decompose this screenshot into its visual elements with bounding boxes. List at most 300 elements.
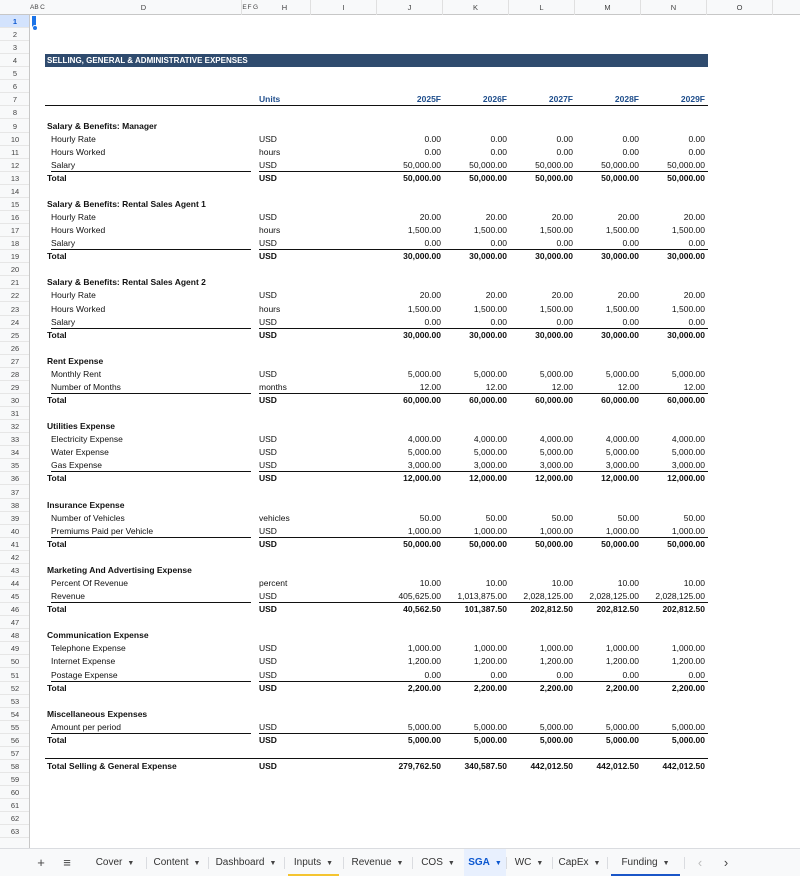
line-item-value: 10.00 bbox=[551, 578, 573, 588]
line-item-label: Revenue bbox=[51, 591, 86, 602]
line-item-label: Hours Worked bbox=[51, 146, 106, 157]
line-item-value: 20.00 bbox=[617, 212, 639, 223]
section-total-unit: USD bbox=[259, 172, 277, 183]
row-header-41[interactable]: 41 bbox=[0, 538, 30, 551]
sheet-tab-cos[interactable] bbox=[412, 849, 464, 876]
line-item-label: Salary bbox=[51, 238, 76, 249]
line-item-value: 12.00 bbox=[551, 381, 573, 392]
sheet-tab-label: Inputs bbox=[293, 857, 322, 868]
line-item-value: 0.00 bbox=[622, 133, 639, 144]
line-item-value: 1,500.00 bbox=[539, 303, 573, 314]
row-header-30[interactable]: 30 bbox=[0, 394, 30, 407]
line-item-value: 1,500.00 bbox=[473, 303, 507, 314]
row-header-7[interactable]: 7 bbox=[0, 93, 30, 106]
all-sheets-icon[interactable]: ≡ bbox=[63, 855, 71, 870]
row-header-50[interactable]: 50 bbox=[0, 655, 30, 668]
section-total-value: 50,000.00 bbox=[403, 538, 441, 549]
row-header-61[interactable]: 61 bbox=[0, 799, 30, 812]
line-item-value: 1,000.00 bbox=[473, 525, 507, 536]
line-item-value: 1,200.00 bbox=[671, 656, 705, 667]
section-total-value: 12,000.00 bbox=[667, 473, 705, 484]
sheet-tab-funding[interactable] bbox=[607, 849, 684, 876]
line-item-value: 50,000.00 bbox=[469, 159, 507, 170]
line-item-unit: USD bbox=[259, 669, 277, 680]
scroll-left-icon[interactable]: ‹ bbox=[697, 855, 703, 870]
sheet-tab-label: WC bbox=[514, 857, 532, 868]
row-header-33[interactable]: 33 bbox=[0, 433, 30, 446]
row-header-47[interactable]: 47 bbox=[0, 616, 30, 629]
row-header-17[interactable]: 17 bbox=[0, 224, 30, 237]
section-total-value: 2,200.00 bbox=[407, 682, 441, 693]
fill-handle[interactable] bbox=[32, 25, 38, 31]
row-header-49[interactable]: 49 bbox=[0, 642, 30, 655]
line-item-value: 0.00 bbox=[424, 316, 441, 327]
section-total-unit: USD bbox=[259, 473, 277, 484]
row-header-8[interactable]: 8 bbox=[0, 106, 30, 119]
line-item-value: 20.00 bbox=[485, 290, 507, 301]
section-total-value: 12,000.00 bbox=[403, 473, 441, 484]
column-header-h[interactable]: H bbox=[259, 0, 311, 15]
column-header-e[interactable]: E bbox=[242, 4, 247, 11]
section-total-value: 60,000.00 bbox=[403, 395, 441, 406]
line-item-value: 0.00 bbox=[688, 146, 705, 157]
line-item-value: 1,000.00 bbox=[605, 525, 639, 536]
row-header-42[interactable]: 42 bbox=[0, 551, 30, 564]
tab-separator bbox=[684, 857, 685, 869]
grand-total-rule bbox=[45, 758, 708, 759]
line-item-value: 0.00 bbox=[556, 133, 573, 144]
chevron-down-icon[interactable]: ▼ bbox=[494, 860, 502, 867]
section-header: Salary & Benefits: Manager bbox=[47, 120, 158, 131]
line-item-value: 20.00 bbox=[419, 290, 441, 301]
column-header-m[interactable]: M bbox=[575, 0, 641, 15]
sheet-tab-capex[interactable] bbox=[552, 849, 607, 876]
units-header: Units bbox=[259, 94, 281, 105]
line-item-value: 12.00 bbox=[683, 381, 705, 392]
chevron-down-icon[interactable]: ▼ bbox=[593, 860, 601, 867]
row-header-14[interactable]: 14 bbox=[0, 185, 30, 198]
line-item-unit: USD bbox=[259, 656, 277, 667]
add-sheet-icon[interactable]: + bbox=[37, 855, 45, 870]
section-total-label: Total bbox=[47, 251, 67, 262]
line-item-value: 1,500.00 bbox=[407, 303, 441, 314]
row-header-23[interactable]: 23 bbox=[0, 303, 30, 316]
section-total-value: 50,000.00 bbox=[667, 538, 705, 549]
row-header-45[interactable]: 45 bbox=[0, 590, 30, 603]
line-item-label: Hours Worked bbox=[51, 303, 106, 314]
row-header-37[interactable]: 37 bbox=[0, 486, 30, 499]
row-header-16[interactable]: 16 bbox=[0, 211, 30, 224]
row-header-27[interactable]: 27 bbox=[0, 355, 30, 368]
section-total-value: 30,000.00 bbox=[601, 329, 639, 340]
section-total-unit: USD bbox=[259, 538, 277, 549]
line-item-value: 1,000.00 bbox=[407, 525, 441, 536]
chevron-down-icon[interactable]: ▼ bbox=[127, 860, 135, 867]
section-total-label: Total bbox=[47, 604, 67, 615]
sheet-tab-bar bbox=[0, 848, 800, 876]
line-item-value: 12.00 bbox=[419, 381, 441, 392]
section-total-unit: USD bbox=[259, 734, 277, 745]
line-item-value: 2,028,125.00 bbox=[589, 591, 639, 602]
column-header-n[interactable]: N bbox=[641, 0, 707, 15]
line-item-unit: months bbox=[259, 381, 287, 392]
year-header-2025f: 2025F bbox=[416, 94, 441, 105]
section-total-value: 202,812.50 bbox=[530, 604, 573, 615]
line-item-value: 1,000.00 bbox=[539, 643, 573, 654]
line-item-value: 0.00 bbox=[556, 238, 573, 249]
row-header-29[interactable]: 29 bbox=[0, 381, 30, 394]
line-item-label: Premiums Paid per Vehicle bbox=[51, 525, 154, 536]
row-header-21[interactable]: 21 bbox=[0, 276, 30, 289]
section-total-value: 2,200.00 bbox=[473, 682, 507, 693]
line-item-value: 1,000.00 bbox=[671, 525, 705, 536]
line-item-value: 12.00 bbox=[617, 381, 639, 392]
line-item-label: Number of Months bbox=[51, 381, 121, 392]
row-header-9[interactable]: 9 bbox=[0, 120, 30, 133]
line-item-value: 5,000.00 bbox=[671, 368, 705, 379]
section-total-value: 101,387.50 bbox=[464, 604, 507, 615]
line-item-value: 0.00 bbox=[424, 238, 441, 249]
row-header-53[interactable]: 53 bbox=[0, 695, 30, 708]
row-header-55[interactable]: 55 bbox=[0, 721, 30, 734]
line-item-value: 10.00 bbox=[485, 578, 507, 588]
row-header-58[interactable]: 58 bbox=[0, 760, 30, 773]
line-item-label: Water Expense bbox=[51, 447, 109, 458]
section-total-value: 50,000.00 bbox=[535, 538, 573, 549]
line-item-value: 0.00 bbox=[424, 669, 441, 680]
line-item-value: 4,000.00 bbox=[605, 434, 639, 445]
line-item-value: 5,000.00 bbox=[473, 447, 507, 458]
row-header-32[interactable]: 32 bbox=[0, 420, 30, 433]
line-item-unit: USD bbox=[259, 159, 277, 170]
grand-total-value: 442,012.50 bbox=[662, 760, 705, 771]
line-item-unit: vehicles bbox=[259, 512, 290, 523]
header-underline bbox=[45, 105, 708, 106]
line-item-value: 5,000.00 bbox=[671, 721, 705, 732]
row-header-57[interactable]: 57 bbox=[0, 747, 30, 760]
line-item-value: 20.00 bbox=[551, 212, 573, 223]
line-item-unit: USD bbox=[259, 721, 277, 732]
line-item-value: 1,500.00 bbox=[671, 225, 705, 236]
line-item-value: 5,000.00 bbox=[407, 447, 441, 458]
line-item-value: 0.00 bbox=[622, 316, 639, 327]
line-item-value: 1,000.00 bbox=[539, 525, 573, 536]
section-header: Salary & Benefits: Rental Sales Agent 2 bbox=[47, 277, 206, 288]
line-item-value: 0.00 bbox=[490, 238, 507, 249]
line-item-value: 2,028,125.00 bbox=[655, 591, 705, 602]
row-header-63[interactable]: 63 bbox=[0, 825, 30, 838]
line-item-value: 50,000.00 bbox=[535, 159, 573, 170]
section-total-value: 30,000.00 bbox=[667, 251, 705, 262]
sheet-tab-content[interactable] bbox=[146, 849, 208, 876]
line-item-value: 0.00 bbox=[490, 669, 507, 680]
row-header-48[interactable]: 48 bbox=[0, 629, 30, 642]
section-total-value: 2,200.00 bbox=[605, 682, 639, 693]
column-header-i[interactable]: I bbox=[311, 0, 377, 15]
sheet-tab-revenue[interactable] bbox=[343, 849, 412, 876]
row-header-51[interactable]: 51 bbox=[0, 669, 30, 682]
line-item-value: 405,625.00 bbox=[398, 591, 441, 602]
line-item-unit: USD bbox=[259, 591, 277, 602]
line-item-label: Gas Expense bbox=[51, 460, 103, 471]
column-header-k[interactable]: K bbox=[443, 0, 509, 15]
row-header-46[interactable]: 46 bbox=[0, 603, 30, 616]
section-total-value: 50,000.00 bbox=[469, 172, 507, 183]
sheet-tab-sga[interactable] bbox=[464, 849, 506, 876]
line-item-value: 3,000.00 bbox=[671, 460, 705, 471]
line-item-value: 12.00 bbox=[485, 381, 507, 392]
section-total-unit: USD bbox=[259, 395, 277, 406]
sheet-tab-inputs[interactable] bbox=[284, 849, 343, 876]
column-header-o[interactable]: O bbox=[707, 0, 773, 15]
chevron-down-icon[interactable]: ▼ bbox=[662, 860, 670, 867]
line-item-unit: USD bbox=[259, 133, 277, 144]
column-header-bar bbox=[0, 0, 800, 15]
line-item-value: 3,000.00 bbox=[473, 460, 507, 471]
sheet-tab-label: COS bbox=[421, 857, 443, 868]
column-header-j[interactable]: J bbox=[377, 0, 443, 15]
row-header-18[interactable]: 18 bbox=[0, 237, 30, 250]
row-header-39[interactable]: 39 bbox=[0, 512, 30, 525]
section-total-value: 30,000.00 bbox=[469, 329, 507, 340]
line-item-value: 0.00 bbox=[424, 133, 441, 144]
section-total-unit: USD bbox=[259, 251, 277, 262]
row-header-20[interactable]: 20 bbox=[0, 263, 30, 276]
section-total-value: 50,000.00 bbox=[601, 538, 639, 549]
line-item-value: 5,000.00 bbox=[671, 447, 705, 458]
row-header-52[interactable]: 52 bbox=[0, 682, 30, 695]
section-total-value: 12,000.00 bbox=[535, 473, 573, 484]
line-item-value: 20.00 bbox=[683, 212, 705, 223]
line-item-label: Salary bbox=[51, 159, 76, 170]
column-header-b[interactable]: B bbox=[34, 4, 39, 11]
section-total-value: 30,000.00 bbox=[535, 329, 573, 340]
section-header: Utilities Expense bbox=[47, 421, 116, 432]
line-item-unit: USD bbox=[259, 368, 277, 379]
year-header-2027f: 2027F bbox=[548, 94, 573, 105]
chevron-down-icon[interactable]: ▼ bbox=[326, 860, 334, 867]
section-total-label: Total bbox=[47, 682, 67, 693]
section-total-value: 30,000.00 bbox=[403, 329, 441, 340]
column-header-d[interactable]: D bbox=[46, 0, 242, 15]
row-header-44[interactable]: 44 bbox=[0, 577, 30, 590]
line-item-value: 0.00 bbox=[490, 146, 507, 157]
line-item-value: 4,000.00 bbox=[671, 434, 705, 445]
section-total-value: 40,562.50 bbox=[403, 604, 441, 615]
sheet-tab-cover[interactable] bbox=[84, 849, 146, 876]
line-item-value: 10.00 bbox=[683, 578, 705, 588]
column-header-g[interactable]: G bbox=[252, 4, 259, 11]
column-header-l[interactable]: L bbox=[509, 0, 575, 15]
chevron-down-icon[interactable]: ▼ bbox=[536, 860, 544, 867]
line-item-value: 1,000.00 bbox=[407, 643, 441, 654]
chevron-down-icon[interactable]: ▼ bbox=[269, 860, 277, 867]
grand-total-value: 442,012.50 bbox=[596, 760, 639, 771]
line-item-value: 0.00 bbox=[556, 316, 573, 327]
section-total-label: Total bbox=[47, 734, 67, 745]
row-header-43[interactable]: 43 bbox=[0, 564, 30, 577]
year-header-2026f: 2026F bbox=[482, 94, 507, 105]
section-header: Rent Expense bbox=[47, 355, 104, 366]
sheet-tab-dashboard[interactable] bbox=[208, 849, 284, 876]
line-item-label: Amount per period bbox=[51, 721, 121, 732]
row-header-4[interactable]: 4 bbox=[0, 54, 30, 67]
row-header-25[interactable]: 25 bbox=[0, 329, 30, 342]
column-header-a[interactable]: A bbox=[30, 4, 35, 11]
line-item-value: 5,000.00 bbox=[605, 368, 639, 379]
line-item-value: 1,500.00 bbox=[671, 303, 705, 314]
row-header-26[interactable]: 26 bbox=[0, 342, 30, 355]
row-header-59[interactable]: 59 bbox=[0, 773, 30, 786]
grand-total-value: 279,762.50 bbox=[398, 760, 441, 771]
section-total-label: Total bbox=[47, 172, 67, 183]
line-item-value: 1,000.00 bbox=[473, 643, 507, 654]
section-total-value: 50,000.00 bbox=[535, 172, 573, 183]
grand-total-unit: USD bbox=[259, 760, 277, 771]
line-item-unit: USD bbox=[259, 460, 277, 471]
section-total-value: 5,000.00 bbox=[671, 734, 705, 745]
section-total-unit: USD bbox=[259, 604, 277, 615]
section-total-value: 2,200.00 bbox=[671, 682, 705, 693]
row-header-12[interactable]: 12 bbox=[0, 159, 30, 172]
section-total-value: 12,000.00 bbox=[601, 473, 639, 484]
row-header-11[interactable]: 11 bbox=[0, 146, 30, 159]
row-header-1[interactable]: 1 bbox=[0, 15, 30, 28]
section-total-label: Total bbox=[47, 538, 67, 549]
row-header-22[interactable]: 22 bbox=[0, 289, 30, 302]
row-header-36[interactable]: 36 bbox=[0, 472, 30, 485]
line-item-value: 0.00 bbox=[490, 316, 507, 327]
row-header-bar bbox=[0, 15, 30, 848]
line-item-value: 1,200.00 bbox=[473, 656, 507, 667]
column-header-c[interactable]: C bbox=[40, 4, 45, 11]
section-total-value: 50,000.00 bbox=[469, 538, 507, 549]
row-header-24[interactable]: 24 bbox=[0, 316, 30, 329]
chevron-down-icon[interactable]: ▼ bbox=[447, 860, 455, 867]
section-total-value: 30,000.00 bbox=[535, 251, 573, 262]
line-item-unit: USD bbox=[259, 447, 277, 458]
line-item-value: 50.00 bbox=[551, 512, 573, 523]
scroll-right-icon[interactable]: › bbox=[723, 855, 729, 870]
row-header-38[interactable]: 38 bbox=[0, 499, 30, 512]
section-total-value: 5,000.00 bbox=[407, 734, 441, 745]
row-header-10[interactable]: 10 bbox=[0, 133, 30, 146]
line-item-value: 1,500.00 bbox=[605, 303, 639, 314]
section-total-value: 30,000.00 bbox=[667, 329, 705, 340]
line-item-value: 50,000.00 bbox=[667, 159, 705, 170]
line-item-value: 1,200.00 bbox=[407, 656, 441, 667]
sheet-tab-wc[interactable] bbox=[506, 849, 552, 876]
chevron-down-icon[interactable]: ▼ bbox=[193, 860, 201, 867]
row-header-62[interactable]: 62 bbox=[0, 812, 30, 825]
line-item-value: 0.00 bbox=[556, 669, 573, 680]
row-header-54[interactable]: 54 bbox=[0, 708, 30, 721]
line-item-unit: percent bbox=[259, 578, 288, 588]
row-header-5[interactable]: 5 bbox=[0, 67, 30, 80]
sheet-tab-label: SGA bbox=[468, 857, 490, 868]
line-item-value: 0.00 bbox=[556, 146, 573, 157]
line-item-value: 50.00 bbox=[617, 512, 639, 523]
line-item-value: 10.00 bbox=[419, 578, 441, 588]
row-header-13[interactable]: 13 bbox=[0, 172, 30, 185]
row-header-28[interactable]: 28 bbox=[0, 368, 30, 381]
line-item-value: 0.00 bbox=[622, 669, 639, 680]
line-item-unit: USD bbox=[259, 316, 277, 327]
row-header-3[interactable]: 3 bbox=[0, 41, 30, 54]
row-header-2[interactable]: 2 bbox=[0, 28, 30, 41]
year-header-2028f: 2028F bbox=[614, 94, 639, 105]
line-item-value: 20.00 bbox=[485, 212, 507, 223]
sheet-tab-label: Cover bbox=[95, 857, 123, 868]
line-item-value: 1,000.00 bbox=[671, 643, 705, 654]
line-item-unit: hours bbox=[259, 225, 281, 236]
line-item-value: 5,000.00 bbox=[407, 368, 441, 379]
section-total-value: 60,000.00 bbox=[601, 395, 639, 406]
line-item-value: 5,000.00 bbox=[473, 721, 507, 732]
row-header-35[interactable]: 35 bbox=[0, 459, 30, 472]
section-total-unit: USD bbox=[259, 682, 277, 693]
section-total-value: 60,000.00 bbox=[469, 395, 507, 406]
column-header-f[interactable]: F bbox=[247, 4, 252, 11]
sheet-tab-label: Revenue bbox=[351, 857, 392, 868]
row-header-56[interactable]: 56 bbox=[0, 734, 30, 747]
row-header-60[interactable]: 60 bbox=[0, 786, 30, 799]
grand-total-value: 442,012.50 bbox=[530, 760, 573, 771]
line-item-value: 20.00 bbox=[617, 290, 639, 301]
chevron-down-icon[interactable]: ▼ bbox=[396, 860, 404, 867]
section-total-label: Total bbox=[47, 395, 67, 406]
line-item-unit: USD bbox=[259, 434, 277, 445]
section-total-value: 30,000.00 bbox=[403, 251, 441, 262]
line-item-label: Salary bbox=[51, 316, 76, 327]
line-item-value: 1,200.00 bbox=[605, 656, 639, 667]
line-item-value: 20.00 bbox=[551, 290, 573, 301]
line-item-value: 50,000.00 bbox=[601, 159, 639, 170]
section-header: Miscellaneous Expenses bbox=[47, 708, 148, 719]
section-total-label: Total bbox=[47, 329, 67, 340]
section-total-value: 50,000.00 bbox=[667, 172, 705, 183]
line-item-unit: hours bbox=[259, 146, 281, 157]
line-item-label: Hourly Rate bbox=[51, 290, 96, 301]
line-item-value: 3,000.00 bbox=[539, 460, 573, 471]
sheet-grid[interactable] bbox=[30, 15, 800, 848]
section-total-value: 5,000.00 bbox=[539, 734, 573, 745]
sheet-tab-label: CapEx bbox=[558, 857, 589, 868]
section-total-value: 30,000.00 bbox=[601, 251, 639, 262]
section-header: Salary & Benefits: Rental Sales Agent 1 bbox=[47, 198, 206, 209]
row-header-6[interactable]: 6 bbox=[0, 80, 30, 93]
sheet-tab-label: Dashboard bbox=[215, 857, 265, 868]
section-header: Insurance Expense bbox=[47, 499, 125, 510]
row-header-40[interactable]: 40 bbox=[0, 525, 30, 538]
line-item-value: 3,000.00 bbox=[407, 460, 441, 471]
row-header-34[interactable]: 34 bbox=[0, 446, 30, 459]
row-header-31[interactable]: 31 bbox=[0, 407, 30, 420]
row-header-19[interactable]: 19 bbox=[0, 250, 30, 263]
section-total-value: 50,000.00 bbox=[601, 172, 639, 183]
line-item-value: 4,000.00 bbox=[539, 434, 573, 445]
line-item-label: Percent Of Revenue bbox=[51, 578, 129, 588]
sheet-tab-label: Content bbox=[153, 857, 189, 868]
line-item-unit: USD bbox=[259, 290, 277, 301]
line-item-value: 0.00 bbox=[490, 133, 507, 144]
line-item-value: 1,500.00 bbox=[605, 225, 639, 236]
section-total-value: 60,000.00 bbox=[667, 395, 705, 406]
year-header-2029f: 2029F bbox=[680, 94, 705, 105]
row-header-15[interactable]: 15 bbox=[0, 198, 30, 211]
line-item-value: 2,028,125.00 bbox=[523, 591, 573, 602]
line-item-value: 20.00 bbox=[683, 290, 705, 301]
